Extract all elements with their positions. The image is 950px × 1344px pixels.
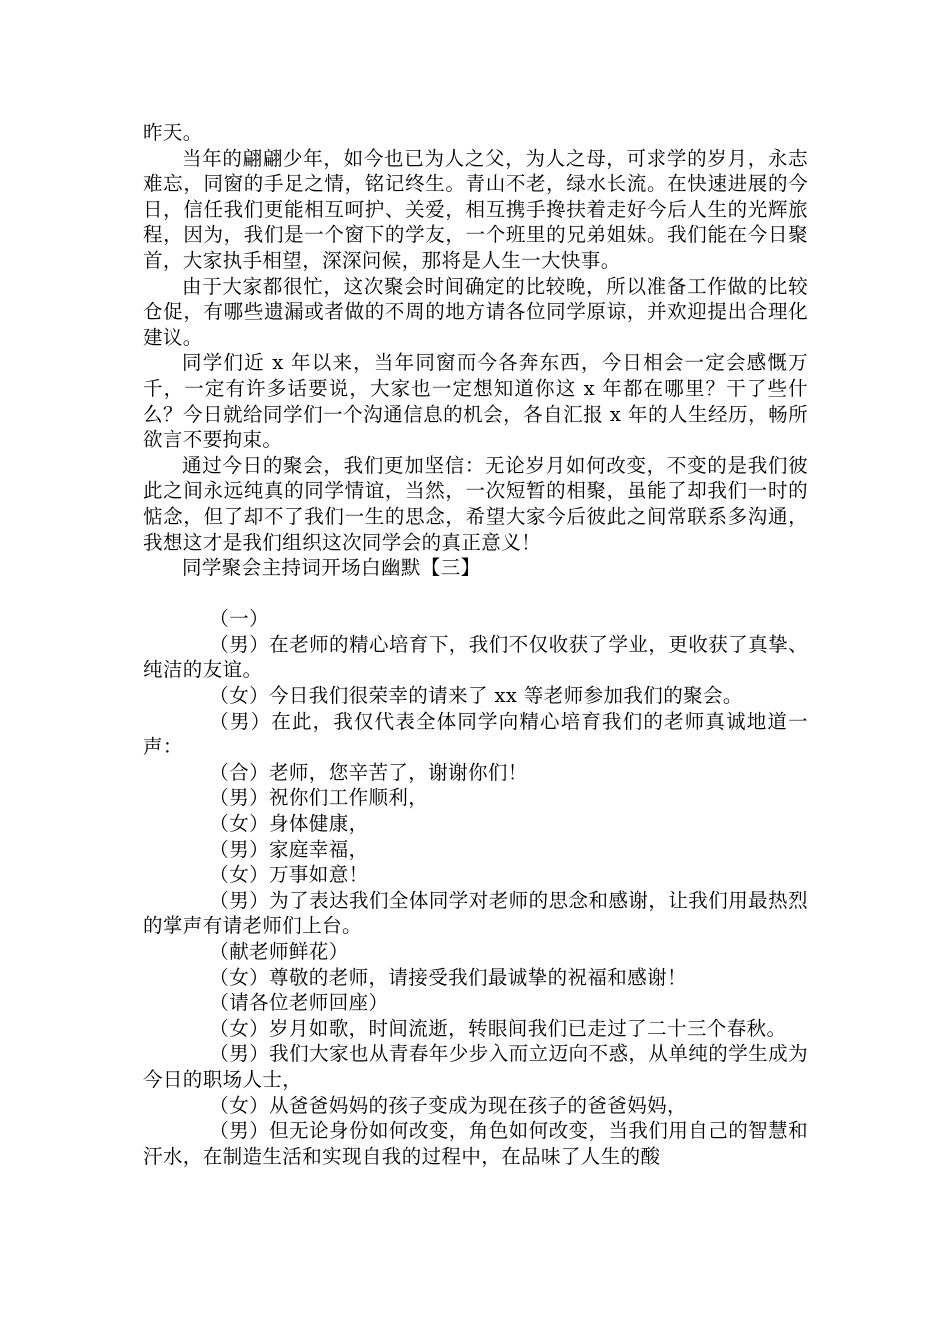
dialogue-line: （男）祝你们工作顺利， (209, 786, 429, 810)
paragraph: 同学们近 x 年以来，当年同窗而今各奔东西，今日相会一定会感慨万千，一定有许多话要说，大家也一定想知道你这 x 年都在哪里？干了些什么？今日就给同学们一个沟通信息的机会，各自汇报 x 年的人生经历，畅所欲言不要拘束。 (143, 351, 808, 452)
dialogue-line: （男）在老师的精心培育下，我们不仅收获了学业，更收获了真挚、纯洁的友谊。 (143, 632, 808, 682)
paragraph-continuation: 昨天。 (143, 121, 203, 144)
dialogue-line: （女）从爸爸妈妈的孩子变成为现在孩子的爸爸妈妈， (209, 1093, 687, 1117)
paragraph: 通过今日的聚会，我们更加坚信：无论岁月如何改变，不变的是我们彼此之间永远纯真的同学情谊，当然，一次短暂的相聚，虽能了却我们一时的惦念，但了却不了我们一生的思念，希望大家今后彼此之间常联系多沟通，我想这才是我们组织这次同学会的真正意义！ (143, 453, 808, 554)
dialogue-line: （女）今日我们很荣幸的请来了 xx 等老师参加我们的聚会。 (209, 684, 743, 708)
dialogue-line: （合）老师，您辛苦了，谢谢你们！ (209, 760, 528, 784)
paragraph: 由于大家都很忙，这次聚会时间确定的比较晚，所以准备工作做的比较仓促，有哪些遗漏或者做的不周的地方请各位同学原谅，并欢迎提出合理化建议。 (143, 274, 808, 349)
dialogue-line: （男）为了表达我们全体同学对老师的思念和感谢，让我们用最热烈的掌声有请老师们上台。 (143, 888, 808, 938)
dialogue-line: （女）身体健康， (209, 812, 369, 836)
dialogue-line: （男）但无论身份如何改变，角色如何改变，当我们用自己的智慧和汗水，在制造生活和实现自我的过程中，在品味了人生的酸 (143, 1119, 808, 1168)
dialogue-line: （一） (209, 607, 269, 631)
dialogue-line: （女）尊敬的老师，请接受我们最诚挚的祝福和感谢！ (209, 965, 687, 989)
dialogue-line: （男）在此，我仅代表全体同学向精心培育我们的老师真诚地道一声： (143, 709, 808, 759)
dialogue-line: （男）我们大家也从青春年少步入而立迈向不惑，从单纯的学生成为今日的职场人士， (143, 1042, 808, 1091)
dialogue-line: （献老师鲜花） (209, 940, 349, 963)
dialogue-line: （男）家庭幸福， (209, 837, 369, 861)
section-heading: 同学聚会主持词开场白幽默【三】 (182, 556, 481, 580)
document-body (143, 120, 808, 1169)
dialogue-line: （女）岁月如歌，时间流逝，转眼间我们已走过了二十三个春秋。 (209, 1016, 787, 1040)
paragraph: 当年的翩翩少年，如今也已为人之父，为人之母，可求学的岁月，永志难忘，同窗的手足之情，铭记终生。青山不老，绿水长流。在快速进展的今日，信任我们更能相互呵护、关爱，相互携手搀扶着走好今后人生的光辉旅程，因为，我们是一个窗下的学友，一个班里的兄弟姐妹。我们能在今日聚首，大家执手相望，深深问候，那将是人生一大快事。 (143, 146, 808, 272)
dialogue-line: （女）万事如意！ (209, 863, 369, 887)
dialogue-line: （请各位老师回座） (209, 991, 389, 1015)
blank-line (143, 581, 808, 607)
